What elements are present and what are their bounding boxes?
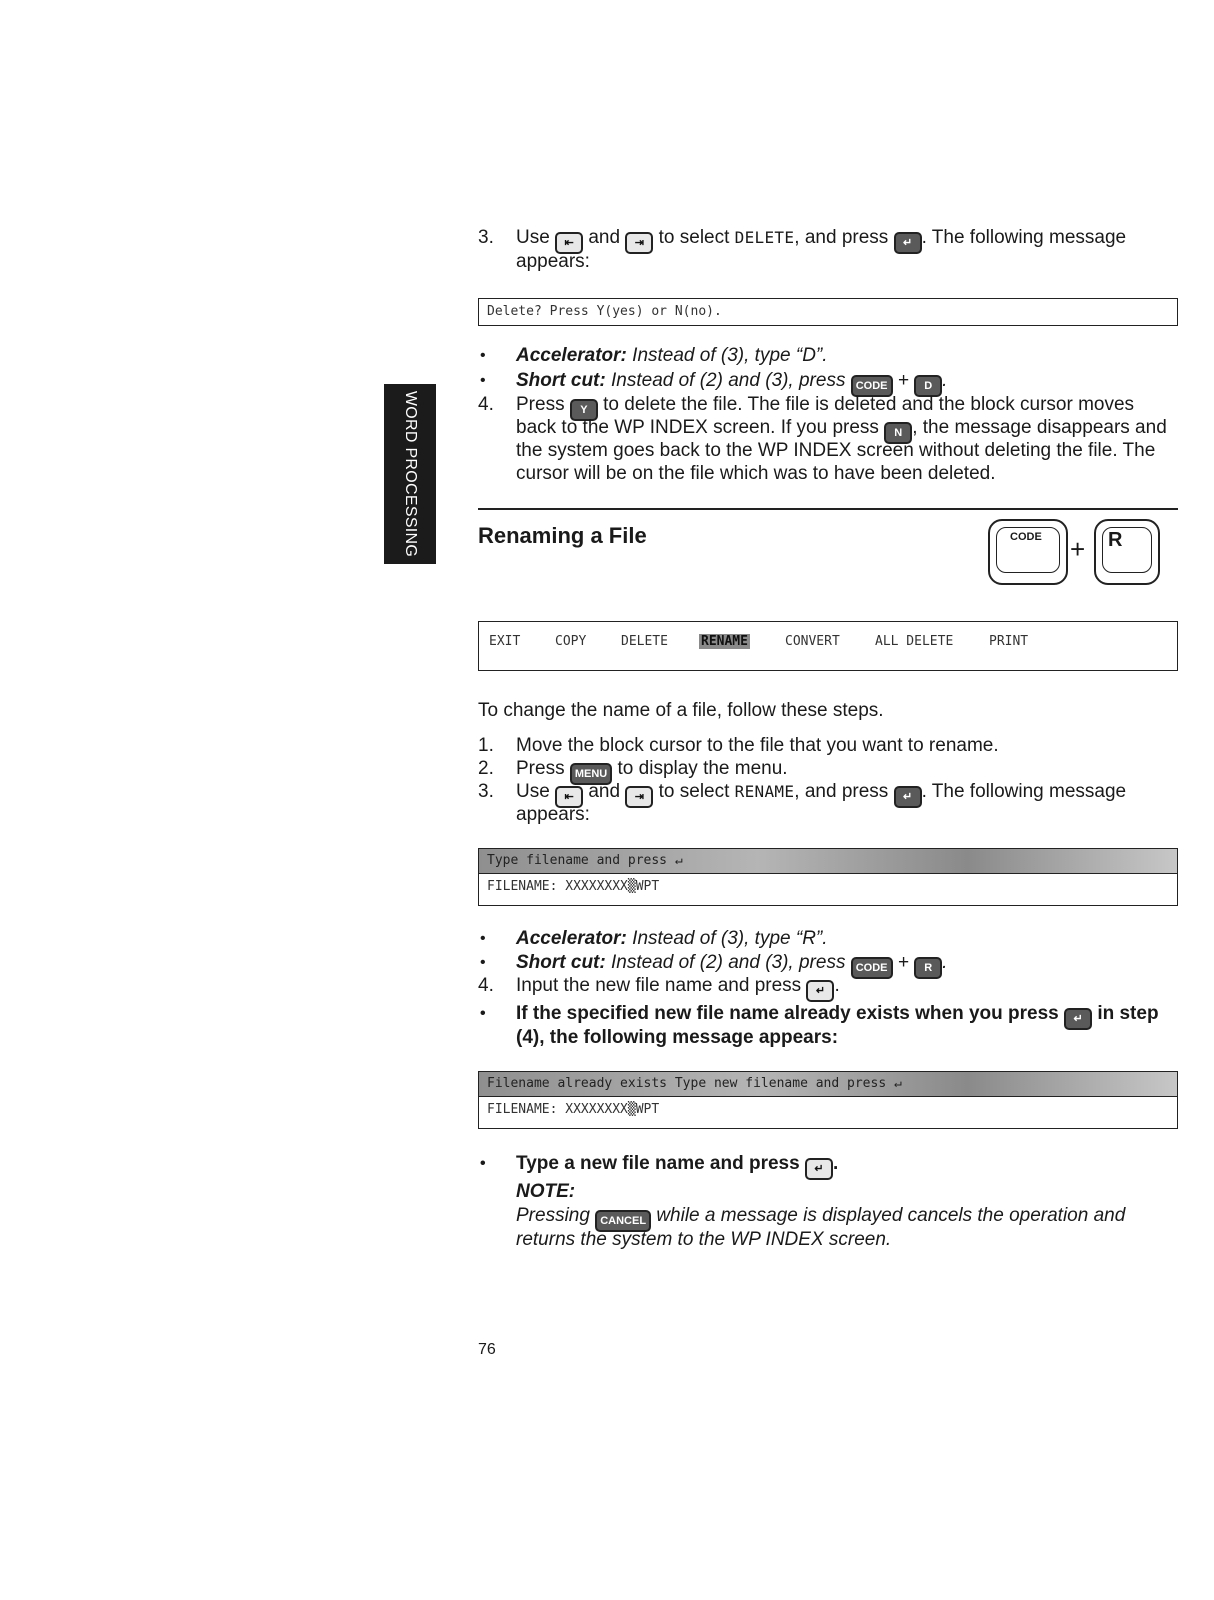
filename-input-field[interactable]: FILENAME: XXXXXXXX▒WPT — [487, 879, 660, 894]
code-key-icon: CODE — [851, 375, 893, 397]
step-text: Use ⇤ and ⇥ to select DELETE, and press ↵ . The following message — [516, 226, 1178, 254]
delete-confirm-screen — [478, 298, 1178, 326]
r-key-icon: R — [914, 957, 942, 979]
y-key-icon: Y — [570, 399, 598, 421]
code-key-graphic-icon: CODE — [988, 519, 1068, 585]
left-arrow-key-icon: ⇤ — [555, 786, 583, 808]
right-arrow-key-icon: ⇥ — [625, 232, 653, 254]
d-key-icon: D — [914, 375, 942, 397]
n-key-icon: N — [884, 422, 912, 444]
menu-item-rename[interactable]: RENAME — [701, 634, 748, 649]
menu-item-convert[interactable]: CONVERT — [785, 634, 840, 649]
r-key-graphic-icon: R — [1094, 519, 1160, 585]
menu-item-delete[interactable]: DELETE — [621, 634, 668, 649]
filename-exists-message: Filename already exists Type new filename and press ↵ — [479, 1072, 1177, 1097]
filename-input-field[interactable]: FILENAME: XXXXXXXX▒WPT — [487, 1102, 660, 1117]
command-name: DELETE — [734, 228, 795, 247]
right-arrow-key-icon: ⇥ — [625, 786, 653, 808]
menu-item-all-delete[interactable]: ALL DELETE — [875, 634, 954, 649]
menu-item-exit[interactable]: EXIT — [489, 634, 521, 649]
menu-item-copy[interactable]: COPY — [555, 634, 587, 649]
step-number: 3. — [478, 227, 494, 248]
enter-key-icon: ↵ — [894, 786, 922, 808]
section-side-tab — [384, 384, 436, 564]
enter-key-icon: ↵ — [805, 1158, 833, 1180]
filename-prompt-message: Type filename and press ↵ — [479, 849, 1177, 874]
enter-key-icon: ↵ — [1064, 1008, 1092, 1030]
menu-key-icon: MENU — [570, 763, 612, 785]
step-3-delete — [478, 226, 1178, 250]
delete-confirm-message: Delete? Press Y(yes) or N(no). — [487, 304, 722, 319]
filename-prompt-screen — [478, 848, 1178, 906]
enter-key-icon: ↵ — [894, 232, 922, 254]
filename-exists-screen — [478, 1071, 1178, 1129]
side-tab-label: WORD PROCESSING — [402, 390, 419, 558]
section-divider — [478, 508, 1178, 510]
wp-index-menu-screen — [478, 621, 1178, 671]
menu-item-print[interactable]: PRINT — [989, 634, 1029, 649]
enter-key-icon: ↵ — [806, 980, 834, 1002]
plus-sign: + — [1070, 534, 1086, 564]
section-heading: Renaming a File — [478, 523, 647, 548]
page-number: 76 — [478, 1341, 496, 1358]
code-key-icon: CODE — [851, 957, 893, 979]
cancel-key-icon: CANCEL — [595, 1210, 651, 1232]
left-arrow-key-icon: ⇤ — [555, 232, 583, 254]
intro-paragraph: To change the name of a file, follow these steps. — [478, 700, 884, 721]
